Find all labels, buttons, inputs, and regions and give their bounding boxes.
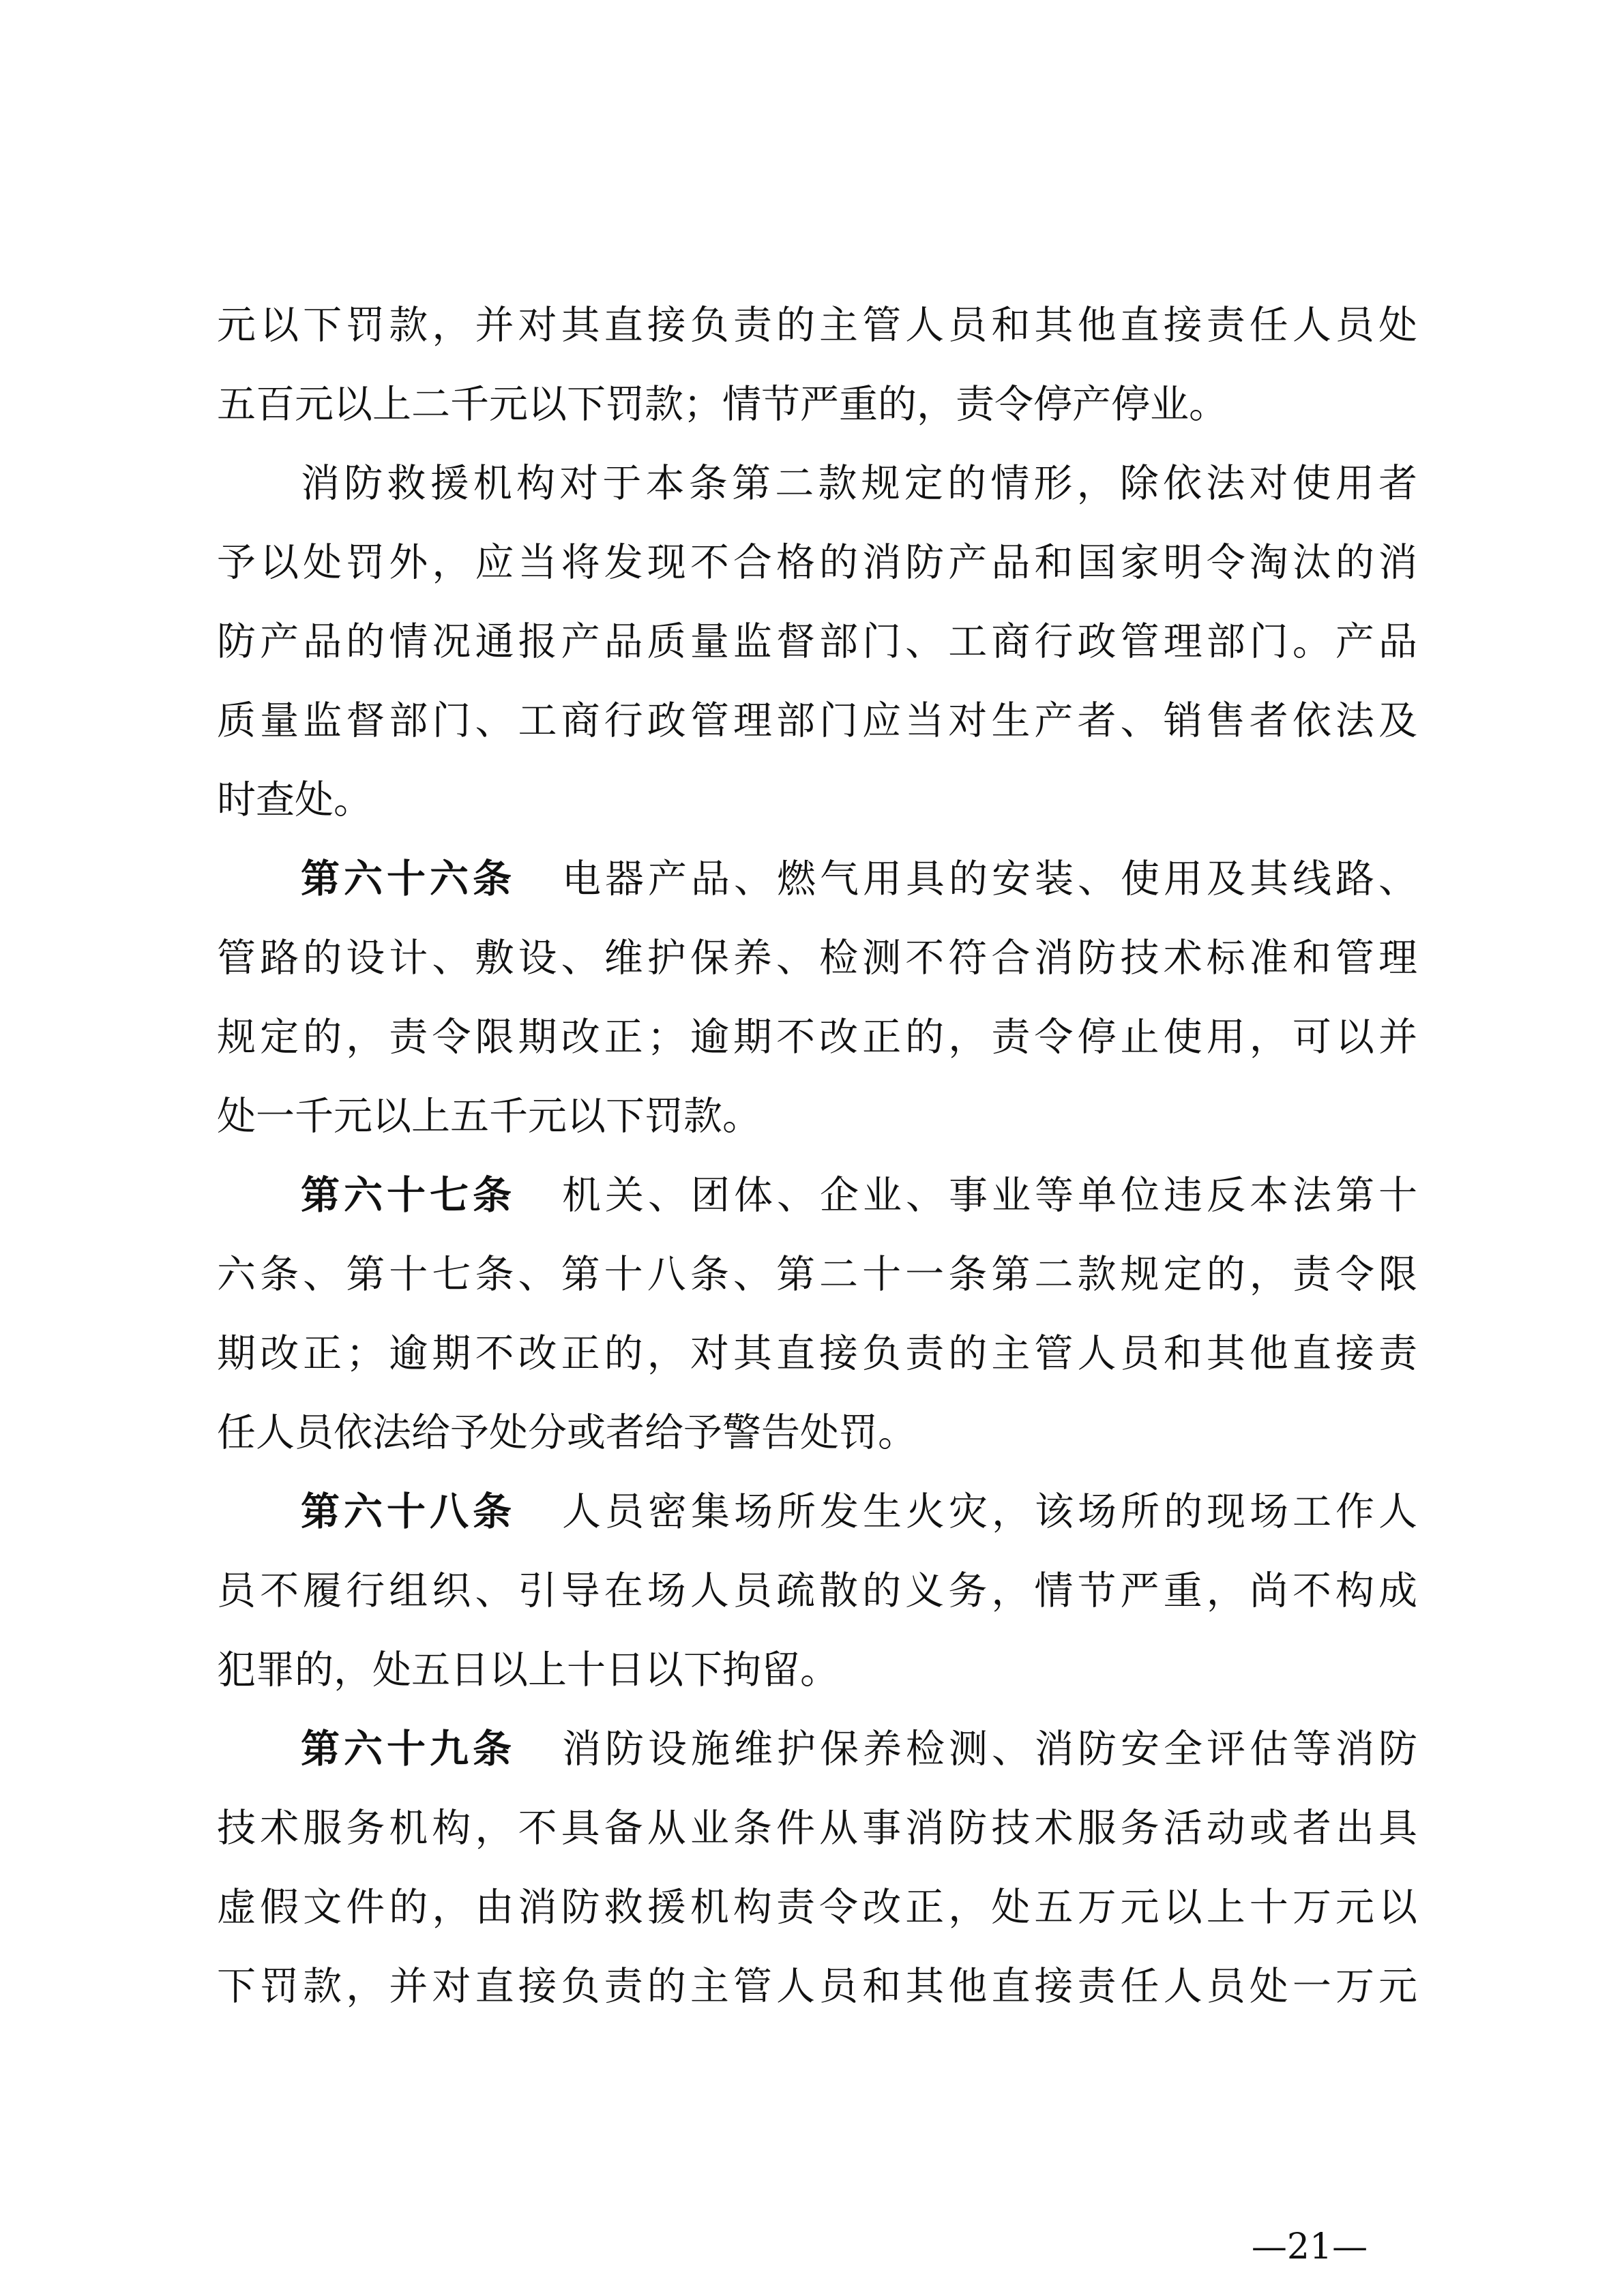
text-line: 予以处罚外，应当将发现不合格的消防产品和国家明令淘汰的消 <box>217 540 1417 585</box>
text-line: 管路的设计、敷设、维护保养、检测不符合消防技术标准和管理 <box>217 936 1417 981</box>
text-span: 消防设施维护保养检测、消防安全评估等消防 <box>562 1727 1417 1772</box>
text-line: 员不履行组织、引导在场人员疏散的义务，情节严重，尚不构成 <box>217 1568 1417 1613</box>
text-line: 规定的，责令限期改正；逾期不改正的，责令停止使用，可以并 <box>217 1015 1417 1060</box>
text-span: 人员密集场所发生火灾，该场所的现场工作人 <box>562 1489 1417 1534</box>
article-68-first-line <box>301 1471 1417 1553</box>
text-line: 犯罪的，处五日以上十日以下拘留。 <box>217 1648 839 1693</box>
article-label: 第六十八条 <box>301 1489 516 1534</box>
article-69-first-line <box>301 1708 1417 1790</box>
text-line: 防产品的情况通报产品质量监督部门、工商行政管理部门。产品 <box>217 619 1417 664</box>
page-number: —21— <box>1251 2226 1368 2267</box>
text-line: 消防救援机构对于本条第二款规定的情形，除依法对使用者 <box>301 461 1417 506</box>
text-line: 处一千元以上五千元以下罚款。 <box>217 1094 761 1139</box>
article-label: 第六十六条 <box>301 856 516 901</box>
text-line: 任人员依法给予处分或者给予警告处罚。 <box>217 1410 917 1455</box>
article-label: 第六十七条 <box>301 1173 516 1218</box>
article-66-first-line <box>301 838 1417 920</box>
text-line: 时查处。 <box>217 777 372 822</box>
text-line: 下罚款，并对直接负责的主管人员和其他直接责任人员处一万元 <box>217 1964 1417 2009</box>
text-line: 期改正；逾期不改正的，对其直接负责的主管人员和其他直接责 <box>217 1331 1417 1376</box>
text-line: 五百元以上二千元以下罚款；情节严重的，责令停产停业。 <box>217 382 1228 427</box>
text-line: 质量监督部门、工商行政管理部门应当对生产者、销售者依法及 <box>217 698 1417 743</box>
article-67-first-line <box>301 1154 1417 1236</box>
text-line: 六条、第十七条、第十八条、第二十一条第二款规定的，责令限 <box>217 1252 1417 1297</box>
text-line: 元以下罚款，并对其直接负责的主管人员和其他直接责任人员处 <box>217 303 1417 348</box>
text-line: 虚假文件的，由消防救援机构责令改正，处五万元以上十万元以 <box>217 1885 1417 1930</box>
article-label: 第六十九条 <box>301 1727 516 1772</box>
text-span: 机关、团体、企业、事业等单位违反本法第十 <box>562 1173 1417 1218</box>
text-line: 技术服务机构，不具备从业条件从事消防技术服务活动或者出具 <box>217 1806 1417 1851</box>
text-span: 电器产品、燃气用具的安装、使用及其线路、 <box>562 856 1417 901</box>
